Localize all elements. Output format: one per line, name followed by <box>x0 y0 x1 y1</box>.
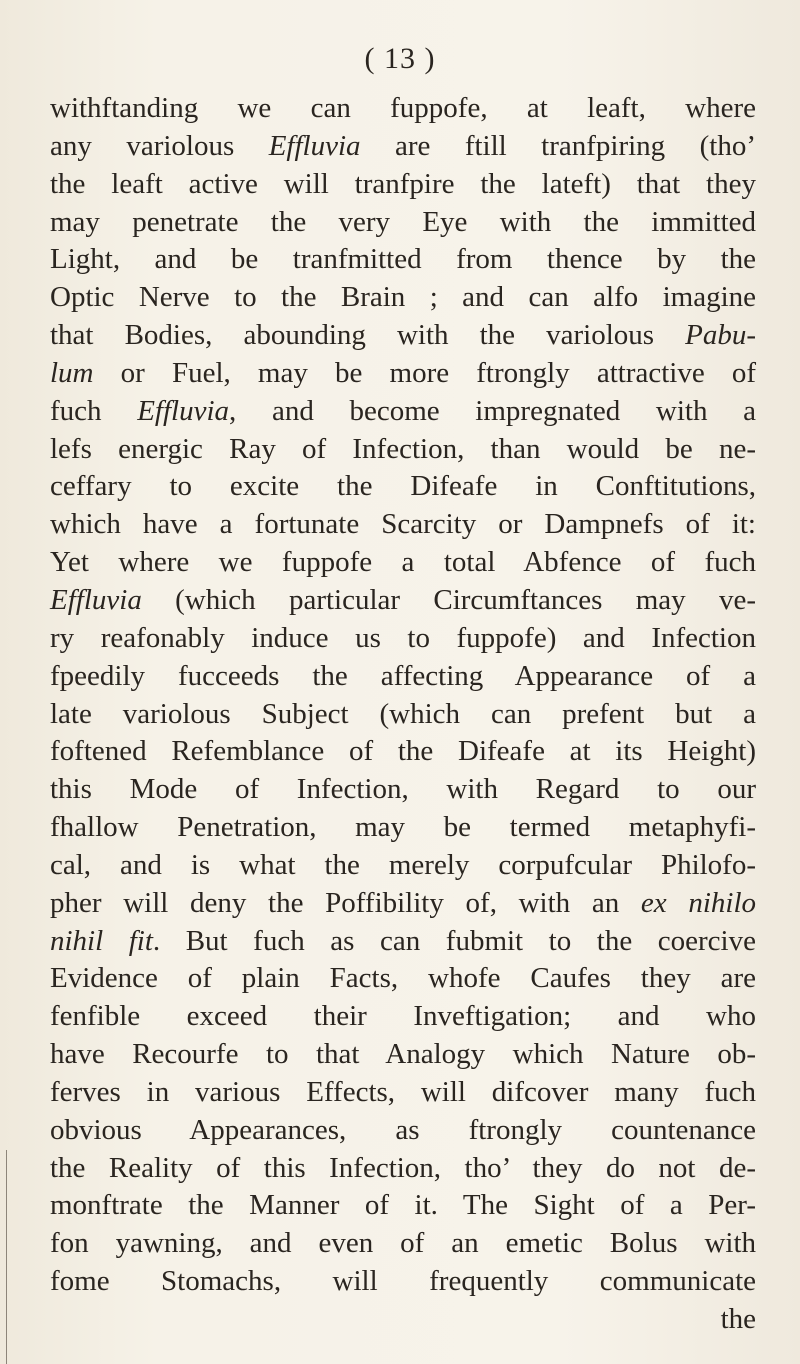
text-segment: Optic Nerve to the Brain ; and can alfo imagine <box>50 281 756 314</box>
text-line <box>50 166 756 204</box>
text-line <box>50 393 756 431</box>
text-line <box>50 885 756 923</box>
text-segment: Light, and be tranfmitted from thence by the <box>50 243 756 276</box>
text-segment: pher will deny the Poffibility of, with an <box>50 886 641 919</box>
text-line <box>50 355 756 393</box>
text-line <box>50 128 756 166</box>
text-segment: fpeedily fucceeds the affecting Appearance of a <box>50 659 756 692</box>
text-line <box>50 960 756 998</box>
text-segment: late variolous Subject (which can prefent but a <box>50 697 756 730</box>
text-line <box>50 696 756 734</box>
text-line <box>50 771 756 809</box>
text-line <box>50 998 756 1036</box>
text-line <box>50 582 756 620</box>
text-segment: obvious Appearances, as ftrongly countenance <box>50 1113 756 1146</box>
text-segment: monftrate the Manner of it. The Sight of a Per- <box>50 1189 756 1222</box>
text-segment: Yet where we fuppofe a total Abfence of fuch <box>50 546 756 579</box>
text-line <box>50 204 756 242</box>
page-number: ( 13 ) <box>364 42 436 75</box>
text-line <box>50 658 756 696</box>
text-line <box>50 1263 756 1301</box>
text-segment: have Recourfe to that Analogy which Nature ob- <box>50 1038 756 1071</box>
text-segment: which have a fortunate Scarcity or Dampnefs of it: <box>50 508 756 541</box>
text-line <box>50 544 756 582</box>
text-segment: this Mode of Infection, with Regard to our <box>50 773 756 806</box>
text-segment: foftened Refemblance of the Difeafe at its Height) <box>50 735 756 768</box>
text-line <box>50 317 756 355</box>
text-segment: fome Stomachs, will frequently communicate <box>50 1265 756 1298</box>
body-text <box>50 90 756 1339</box>
text-line <box>50 241 756 279</box>
text-segment: or Fuel, may be more ftrongly attractive of <box>93 356 756 389</box>
text-segment: cal, and is what the merely corpufcular Philofo- <box>50 848 756 881</box>
text-segment: ceffary to excite the Difeafe in Conftitutions, <box>50 470 756 503</box>
text-line <box>50 809 756 847</box>
italic-text: nihil fit <box>50 924 153 957</box>
text-line <box>50 1112 756 1150</box>
text-line <box>50 1074 756 1112</box>
italic-text: Pabu- <box>685 319 756 352</box>
text-line <box>50 468 756 506</box>
text-segment: . But fuch as can fubmit to the coercive <box>152 924 756 957</box>
italic-text: Effluvia <box>50 583 142 616</box>
text-segment: fuch <box>50 394 138 427</box>
text-segment: the <box>720 1303 756 1335</box>
text-line <box>50 90 756 128</box>
text-line <box>50 847 756 885</box>
text-segment: ry reafonably induce us to fuppofe) and Infection <box>50 621 756 654</box>
text-line <box>50 1150 756 1188</box>
text-segment: fon yawning, and even of an emetic Bolus with <box>50 1227 756 1260</box>
text-segment: withftanding we can fuppofe, at leaft, where <box>50 92 756 124</box>
text-segment: ferves in various Effects, will difcover many fuch <box>50 1075 756 1108</box>
text-segment: the Reality of this Infection, tho’ they do not de- <box>50 1151 756 1184</box>
text-line <box>50 620 756 658</box>
text-line <box>50 1225 756 1263</box>
text-line <box>50 733 756 771</box>
page-edge-line <box>6 1150 7 1364</box>
text-line <box>50 506 756 544</box>
text-segment: , and become impregnated with a <box>229 394 757 427</box>
text-line <box>50 923 756 961</box>
text-segment: the leaft active will tranfpire the lateft) that they <box>50 167 756 200</box>
text-segment: may penetrate the very Eye with the immitted <box>50 205 756 238</box>
text-segment: (which particular Circumftances may ve- <box>141 583 756 616</box>
text-segment: are ftill tranfpiring (tho’ <box>360 129 756 162</box>
text-segment: that Bodies, abounding with the variolous <box>50 319 686 352</box>
text-line <box>50 279 756 317</box>
text-segment: Evidence of plain Facts, whofe Caufes they are <box>50 962 756 995</box>
text-line <box>50 431 756 469</box>
italic-text: Effluvia <box>137 394 230 427</box>
text-line <box>50 1301 756 1339</box>
text-segment: fhallow Penetration, may be termed metaphyfi- <box>50 811 756 844</box>
text-segment: any variolous <box>50 129 269 162</box>
text-line <box>50 1187 756 1225</box>
italic-text: Effluvia <box>268 129 361 162</box>
text-segment: lefs energic Ray of Infection, than would be ne- <box>50 432 756 465</box>
text-segment: fenfible exceed their Inveftigation; and who <box>50 1000 756 1033</box>
text-line <box>50 1036 756 1074</box>
italic-text: ex nihilo <box>640 886 756 919</box>
italic-text: lum <box>50 356 94 389</box>
